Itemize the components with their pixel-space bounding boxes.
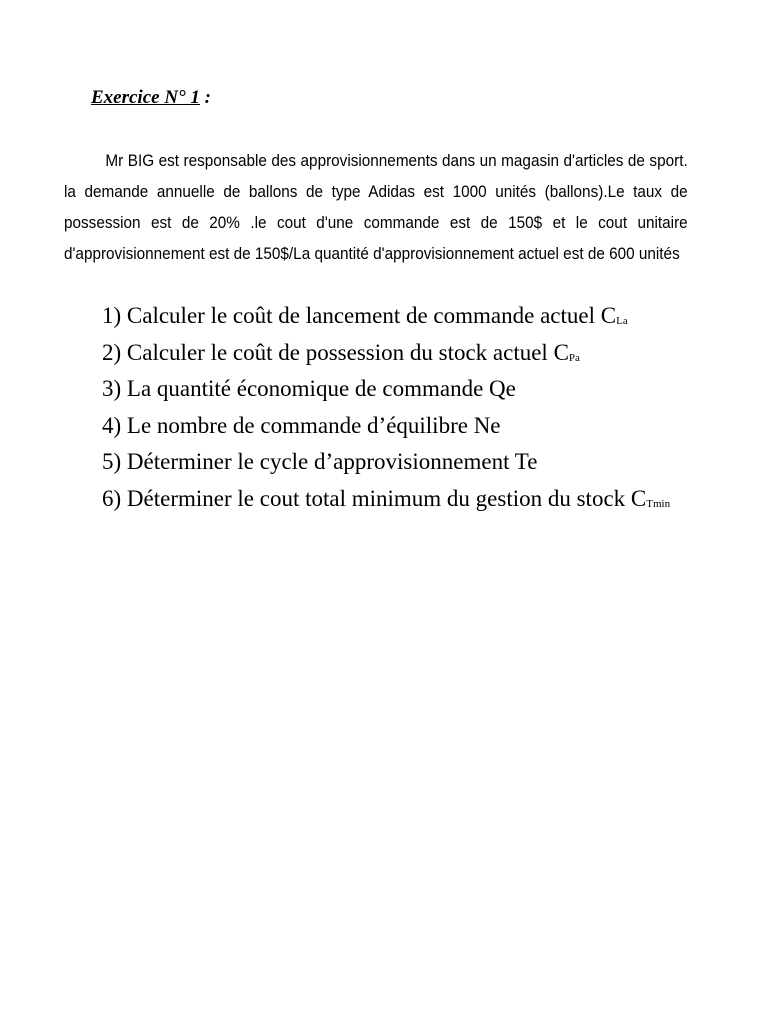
exercise-title-suffix: : [199,87,211,108]
question-subscript: Pa [568,351,580,364]
question-text: 5) Déterminer le cycle d’approvisionnement Te [102,449,538,474]
question-text: 1) Calculer le coût de lancement de commande actuel C [102,303,617,328]
question-item [102,410,670,447]
question-item [102,483,670,520]
exercise-title-text: Exercice N° 1 [91,87,200,108]
question-subscript: Tmin [646,497,671,510]
question-subscript: La [616,315,628,327]
exercise-statement: Mr BIG est responsable des approvisionnements dans un magasin d'articles de sport. la demande annuelle de ballons de type Adidas est 1000 unités (ballons).Le taux de possession est de 20% .le cout d'une commande est de 150$ et le cout unitaire d'approvisionnement est de 150$/La quantité d'approvisionnement actuel est de 600 unités [64,151,688,263]
question-text: 6) Déterminer le cout total minimum du gestion du stock C [102,485,647,511]
question-text: 4) Le nombre de commande d’équilibre Ne [102,412,501,438]
question-text: 3) La quantité économique de commande Qe [102,376,516,401]
question-item [102,337,670,374]
question-item [102,373,670,410]
question-list [102,300,670,519]
question-item [102,446,670,483]
question-text: 2) Calculer le coût de possession du stock actuel C [102,339,569,365]
exercise-title [91,86,211,110]
question-item [102,300,670,337]
